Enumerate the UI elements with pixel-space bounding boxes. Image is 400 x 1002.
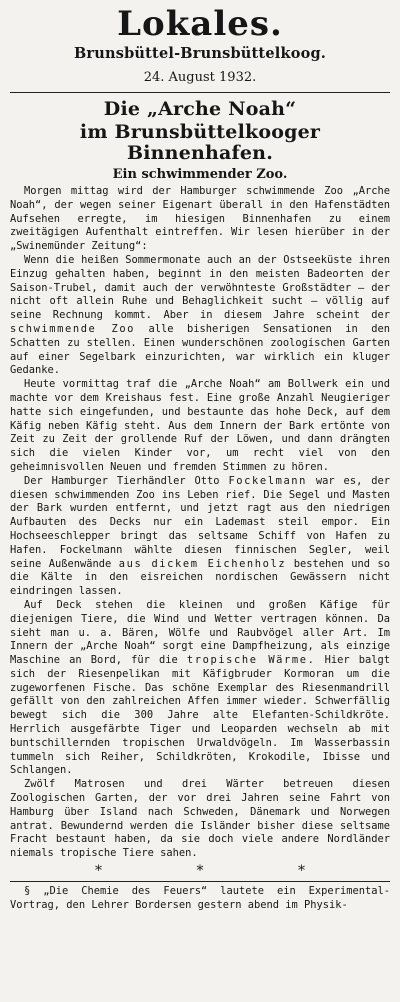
paragraph-4-spaced-emphasis: aus dickem Eichenholz xyxy=(118,557,287,570)
paragraph-6: Zwölf Matrosen und drei Wärter betreuen diesen Zoologischen Garten, der vor drei Jahren seine Fahrt von Hamburg über Island nach Schweden, Dänemark und Norwegen antrat. Bewundernd werden die Isländer bisher diese seltsame Fracht bestaunt haben, da sie doch viele andere Nordländer niemals tropische Tiere sahen. xyxy=(10,778,390,860)
paragraph-5-text-a: Auf Deck stehen die kleinen und großen Käfige für diejenigen Tiere, die Wind und Wetter vertragen können. Da sieht man u. a. Bären, Wölfe und Raubvögel aller Art. Im Innern der „Arche Noah“ sorgt eine Dampfheizung, als einzige Maschine an Bord, für die xyxy=(10,598,390,667)
section-masthead: Lokales. xyxy=(117,4,283,44)
paragraph-5-spaced-emphasis: tropische Wärme. xyxy=(186,654,316,667)
date-line: 24. August 1932. xyxy=(143,70,257,85)
paragraph-5-text-c: Hier balgt sich der Riesenpelikan mit Käfigbruder Kormoran um die zugeworfenen Fische. Das schöne Exemplar des Riesenmandrill gefällt von den zahlreichen Affen immer wieder. Schwerfällig bewegt sich die 300 Jahre alte Elefanten-Schildkröte. Herrlich ausgefärbte Tiger und Leoparden wechseln ab mit buntschillernden tropischen Urwaldvögeln. Im Wasserbassin tummeln sich Reiher, Schildkröten, Krokodile, Ibisse und Schlangen. xyxy=(10,654,390,777)
paragraph-4-text-a: Der Hamburger Tierhändler Otto xyxy=(24,474,220,487)
paragraph-2-spaced-emphasis: schwimmende Zoo xyxy=(10,322,136,335)
next-article-text: § „Die Chemie des Feuers“ lautete ein Experimental-Vortrag, den Lehrer Bordersen gestern abend im Physik- xyxy=(10,885,390,911)
article-body xyxy=(10,185,390,861)
paragraph-4-name-emphasis: Fockelmann xyxy=(228,474,308,487)
article-headline-line-2: im Brunsbüttelkooger Binnenhafen. xyxy=(79,121,321,164)
paragraph-2-text-a: Wenn die heißen Sommermonate auch an der Ostseeküste ihren Einzug gehalten haben, beginnt in den meisten Badeorten der Saison-Trubel, damit auch der verwöhnteste Großstädter – der nicht oft allein Ruhe und Behaglichkeit sucht – völlig auf seine Rechnung kommt. Aber in diesem Jahre scheint der xyxy=(10,253,390,322)
place-heading: Brunsbüttel-Brunsbüttelkoog. xyxy=(73,45,327,62)
paragraph-2-text-c: alle bisherigen Sensationen in den Schatten zu stellen. Einen wunderschönen zoologischen Garten auf einer Segelbark einzurichten, war wirklich ein kluger Gedanke. xyxy=(10,322,391,377)
paragraph-4 xyxy=(10,475,390,599)
paragraph-2 xyxy=(10,254,390,378)
article-subheadline: Ein schwimmender Zoo. xyxy=(112,167,288,182)
paragraph-4-text-c: war es, der diesen schwimmenden Zoo ins Leben rief. Die Segel und Masten der Bark wurden entfernt, und jetzt ragt aus den niedrigen Aufbauten des Decks nur ein Lademast steil empor. Ein Hochseeschlepper bringt das seltsame Schiff von Hafen zu Hafen. Fockelmann wählte diesen finnischen Segler, weil seine Außenwände xyxy=(10,474,390,570)
paragraph-1: Morgen mittag wird der Hamburger schwimmende Zoo „Arche Noah“, der wegen seiner Eigenart überall in den Hafenstädten Aufsehen erregte, im hiesigen Binnenhafen zu einem zweitägigen Aufenthalt eintreffen. Wir lesen hierüber in der „Swinemünder Zeitung“: xyxy=(10,185,390,253)
paragraph-3: Heute vormittag traf die „Arche Noah“ am Bollwerk ein und machte vor dem Kreishaus fest. Eine große Anzahl Neugieriger hatte sich eingefunden, und bestaunte das hohe Deck, auf dem Käfig neben Käfig steht. Aus dem Innern der Bark ertönte von Zeit zu Zeit der grollende Ruf der Löwen, und dann drängten sich die vielen Kinder vor, um recht viel von den geheimnisvollen Neuen und fremden Stimmen zu hören. xyxy=(10,378,390,473)
divider xyxy=(10,92,390,93)
article-headline-line-1: Die „Arche Noah“ xyxy=(103,98,297,120)
paragraph-4-text-e: bestehen und so die Kälte in den eisreichen nordischen Gewässern nicht eindringen lassen. xyxy=(10,557,390,598)
section-separator: * * * xyxy=(95,863,305,880)
paragraph-5 xyxy=(10,599,390,778)
next-article xyxy=(10,881,390,913)
